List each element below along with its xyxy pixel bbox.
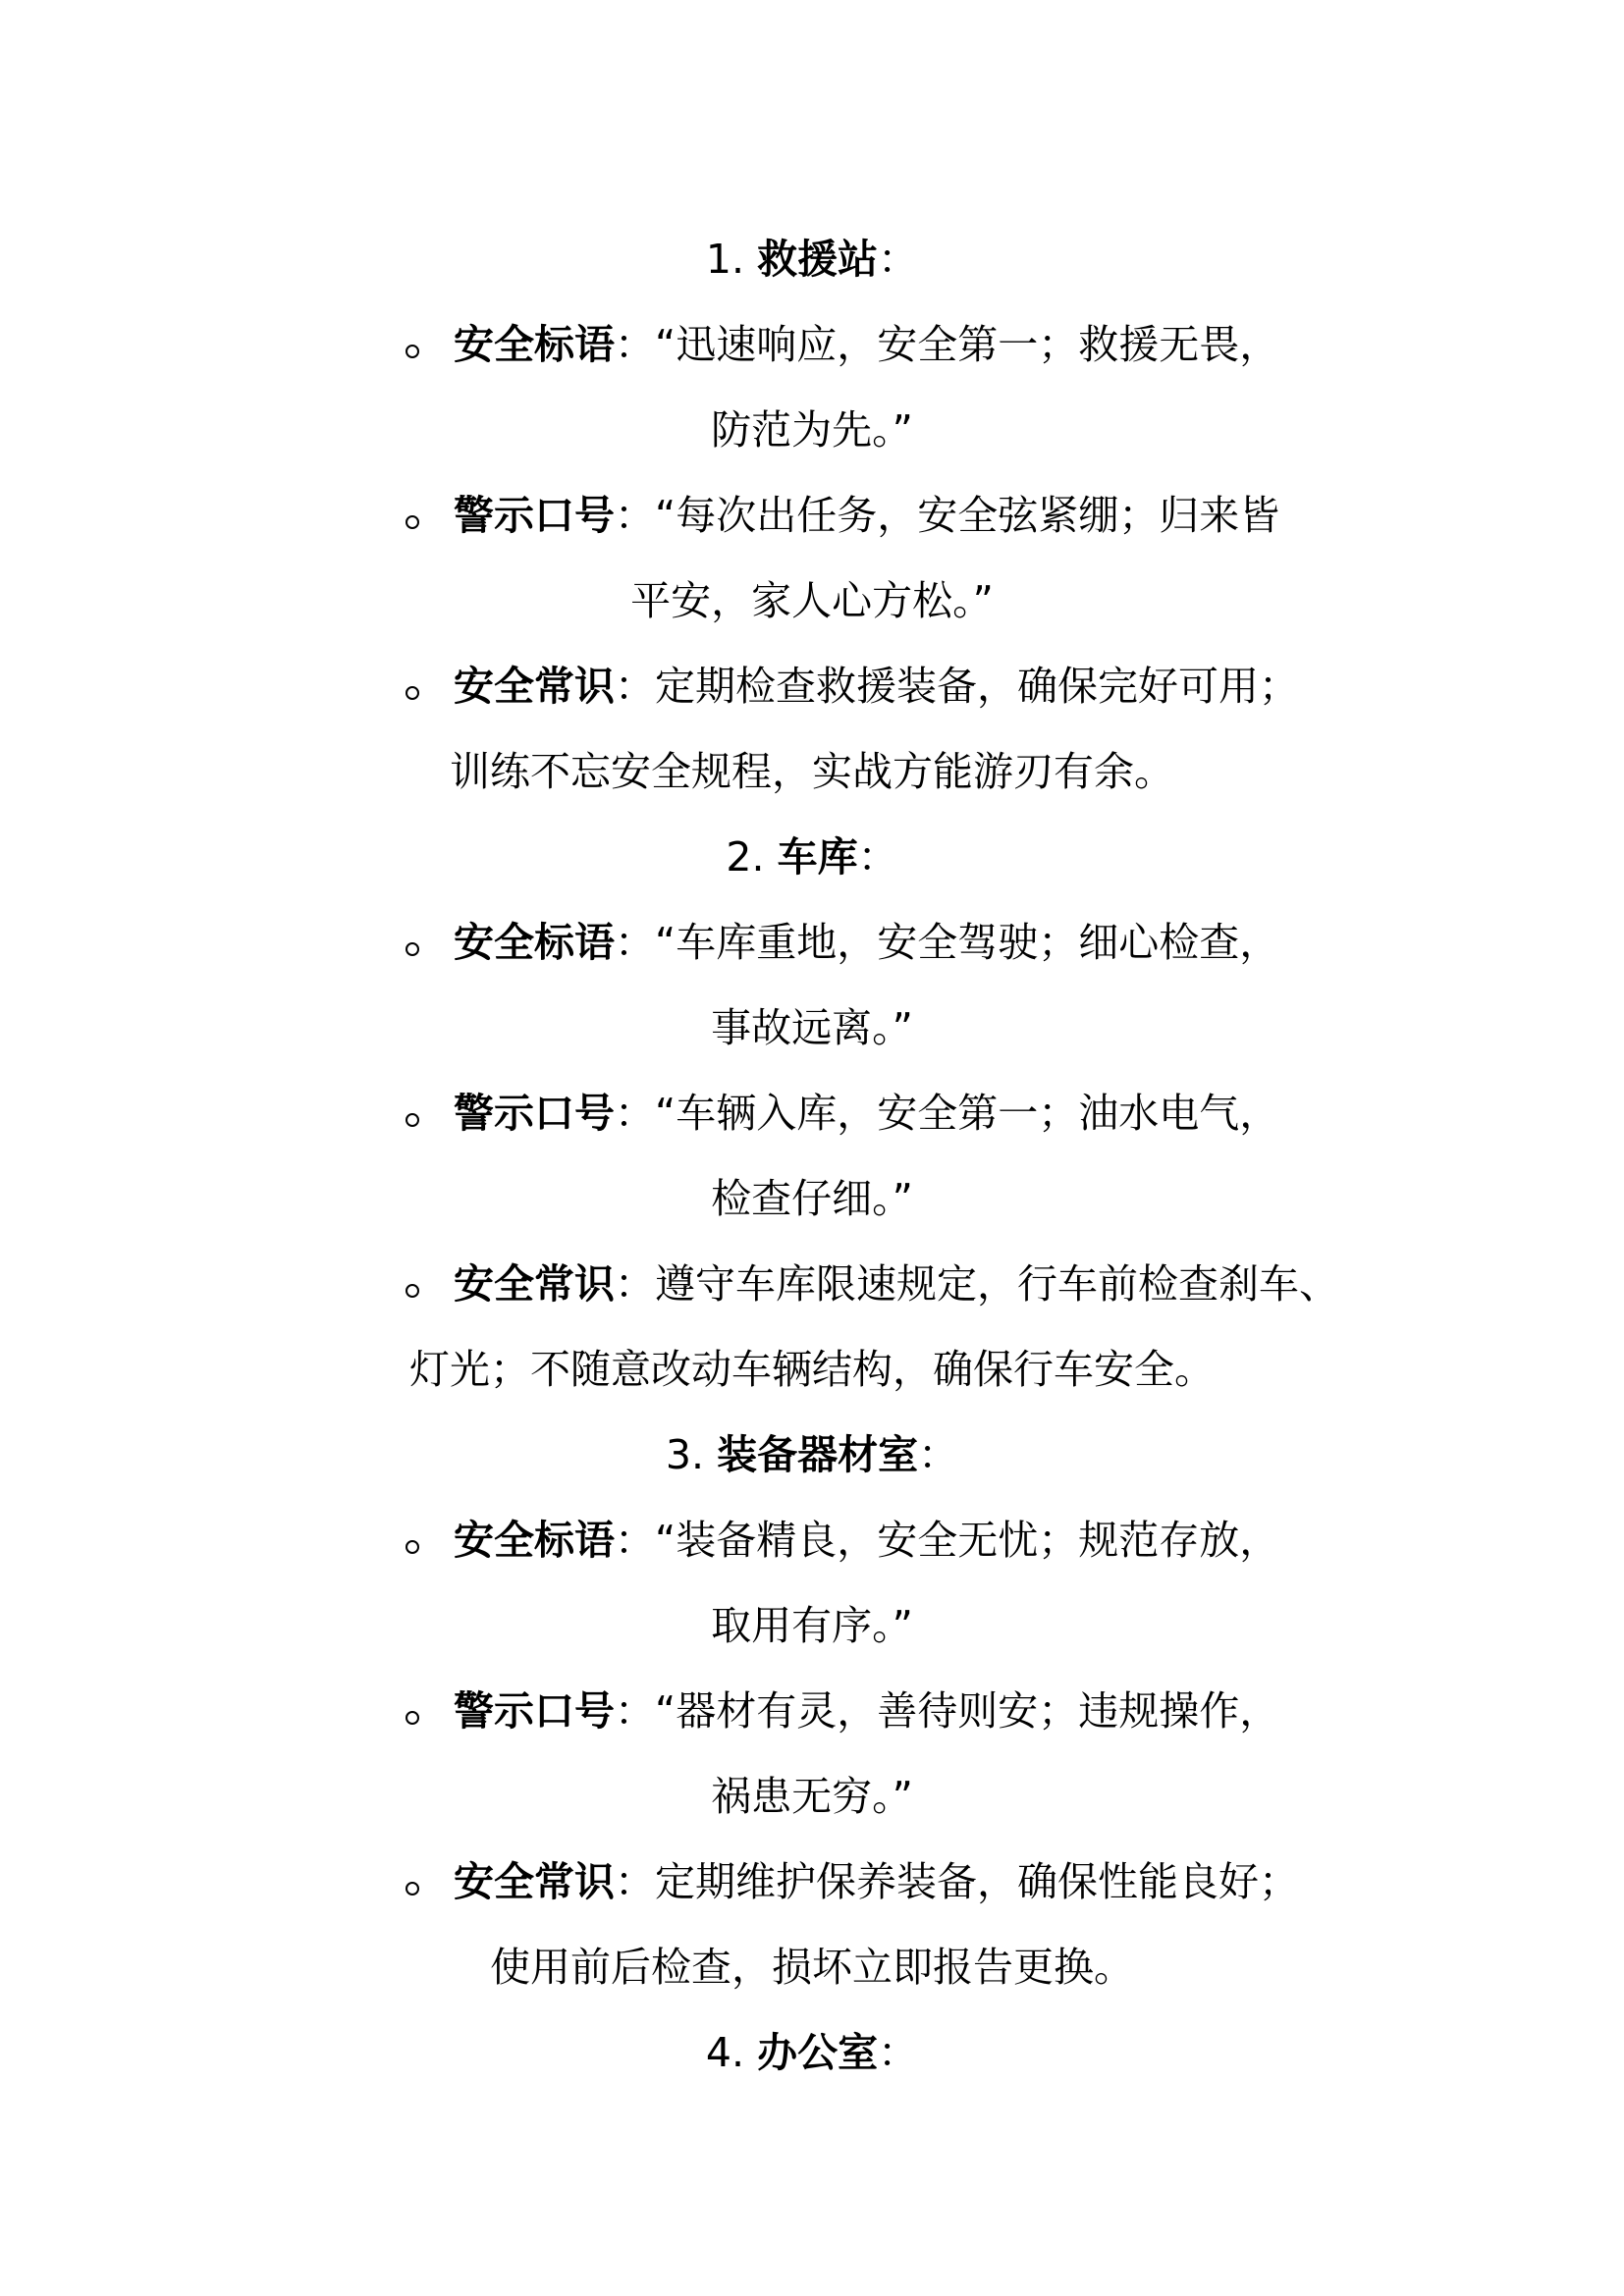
item-separator: ： [615, 321, 655, 368]
item-continuation: 检查仔细。” [711, 1175, 913, 1222]
item-label: 安全常识 [454, 1260, 615, 1308]
hollow-bullet-icon [406, 1540, 419, 1554]
item-separator: ： [615, 1858, 655, 1905]
item-label: 安全标语 [454, 321, 615, 368]
item-text: “迅速响应，安全第一；救援无畏， [655, 321, 1280, 368]
hollow-bullet-icon [406, 1882, 419, 1896]
item-label: 安全标语 [454, 919, 615, 966]
item-separator: ： [615, 1517, 655, 1564]
item-text: “车辆入库，安全第一；油水电气， [655, 1090, 1280, 1137]
item-first-line [454, 1255, 1339, 1312]
section-name: 车库 [777, 833, 858, 881]
item-first-line [454, 1853, 1299, 1910]
item-separator: ： [615, 1260, 655, 1308]
item-separator: ： [615, 1090, 655, 1137]
item-first-line [454, 1085, 1279, 1142]
item-first-line [454, 914, 1279, 971]
section-heading [0, 1426, 1624, 1483]
item-continuation: 防范为先。” [711, 406, 913, 454]
hollow-bullet-icon [406, 1113, 419, 1127]
section-name: 办公室 [757, 2029, 879, 2076]
item-continuation: 祸患无穷。” [711, 1773, 913, 1820]
section-name: 装备器材室 [717, 1431, 919, 1478]
item-separator: ： [615, 919, 655, 966]
section-number: 4. [705, 2029, 745, 2076]
section-number: 3. [665, 1431, 705, 1478]
item-text: “车库重地，安全驾驶；细心检查， [655, 919, 1280, 966]
section-heading [0, 2024, 1624, 2081]
item-separator: ： [615, 663, 655, 710]
item-continuation: 平安，家人心方松。” [630, 577, 994, 624]
hollow-bullet-icon [406, 515, 419, 529]
item-text: “装备精良，安全无忧；规范存放， [655, 1517, 1280, 1564]
section-colon: ： [878, 2029, 919, 2076]
item-text: “每次出任务，安全弦紧绷；归来皆 [655, 492, 1280, 539]
item-separator: ： [615, 492, 655, 539]
item-label: 警示口号 [454, 1687, 615, 1735]
section-colon: ： [878, 236, 919, 283]
item-first-line [454, 487, 1279, 544]
item-label: 安全标语 [454, 1517, 615, 1564]
item-first-line [454, 1682, 1279, 1739]
section-colon: ： [857, 833, 898, 881]
hollow-bullet-icon [406, 345, 419, 358]
item-text: 定期检查救援装备，确保完好可用； [655, 663, 1299, 710]
item-text: 定期维护保养装备，确保性能良好； [655, 1858, 1299, 1905]
item-label: 安全常识 [454, 663, 615, 710]
section-heading [0, 231, 1624, 288]
item-label: 安全常识 [454, 1858, 615, 1905]
item-text: “器材有灵，善待则安；违规操作， [655, 1687, 1280, 1735]
hollow-bullet-icon [406, 686, 419, 700]
section-number: 1. [705, 236, 745, 283]
item-first-line [454, 1512, 1279, 1569]
section-name: 救援站 [757, 236, 879, 283]
hollow-bullet-icon [406, 1711, 419, 1725]
section-number: 2. [726, 833, 765, 881]
item-continuation: 取用有序。” [711, 1602, 913, 1649]
item-label: 警示口号 [454, 1090, 615, 1137]
item-first-line [454, 658, 1299, 715]
section-heading [0, 828, 1624, 885]
item-continuation: 事故远离。” [711, 1004, 913, 1051]
item-continuation: 训练不忘安全规程，实战方能游刃有余。 [450, 748, 1174, 795]
item-first-line [454, 316, 1279, 373]
item-text: 遵守车库限速规定，行车前检查刹车、 [655, 1260, 1339, 1308]
hollow-bullet-icon [406, 942, 419, 956]
section-colon: ： [918, 1431, 959, 1478]
item-continuation: 灯光；不随意改动车辆结构，确保行车安全。 [409, 1346, 1215, 1393]
item-continuation: 使用前后检查，损坏立即报告更换。 [490, 1944, 1134, 1991]
item-separator: ： [615, 1687, 655, 1735]
hollow-bullet-icon [406, 1284, 419, 1298]
item-label: 警示口号 [454, 492, 615, 539]
